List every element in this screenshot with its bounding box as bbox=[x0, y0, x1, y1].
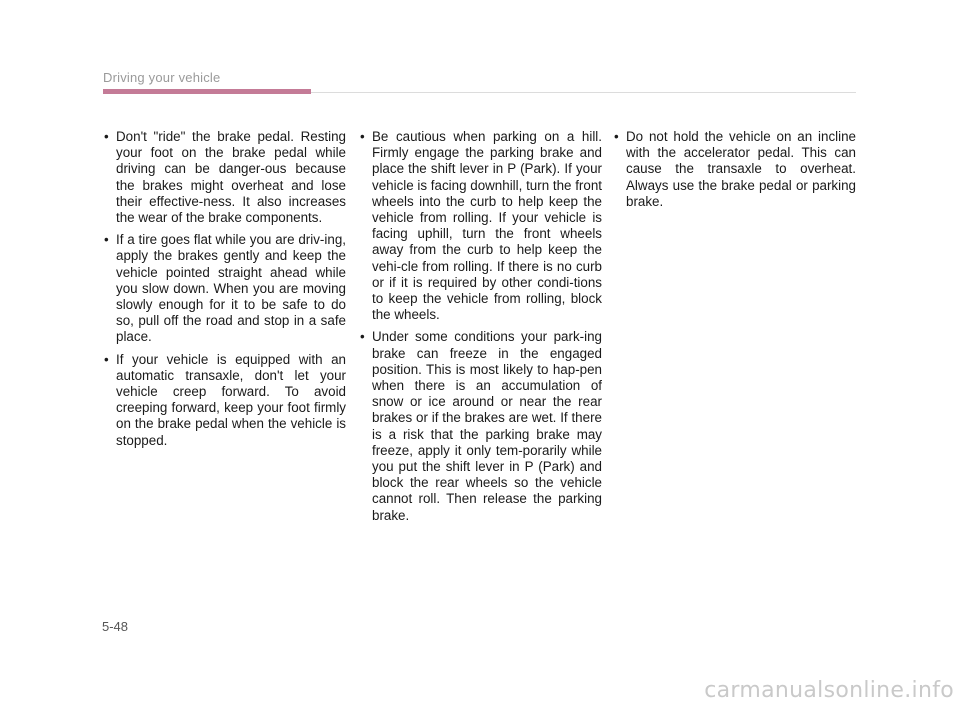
watermark-link[interactable]: carmanualsonline.info bbox=[704, 678, 954, 703]
bullet-list bbox=[102, 129, 346, 449]
list-item: • Do not hold the vehicle on an incline with the accelerator pedal. This can cause the transaxle to overheat. Always use the brake pedal or parking brake. bbox=[612, 129, 856, 210]
text-column-2 bbox=[358, 129, 602, 530]
header-accent-bar bbox=[103, 89, 311, 94]
text-column-1 bbox=[102, 129, 346, 455]
header-rule bbox=[311, 92, 856, 93]
bullet-list bbox=[612, 129, 856, 210]
list-item: • If your vehicle is equipped with an automatic transaxle, don't let your vehicle creep forward. To avoid creeping forward, keep your foot firmly on the brake pedal when the vehicle is stopped. bbox=[102, 352, 346, 449]
section-title: Driving your vehicle bbox=[103, 70, 221, 85]
bullet-list bbox=[358, 129, 602, 524]
list-item: • Under some conditions your park-ing brake can freeze in the engaged position. This is most likely to hap-pen when there is an accumulation of snow or ice around or near the rear brakes or if the brakes are wet. If there is a risk that the parking brake may freeze, apply it only tem-porarily while you put the shift lever in P (Park) and block the rear wheels so the vehicle cannot roll. Then release the parking brake. bbox=[358, 329, 602, 523]
list-item: • Be cautious when parking on a hill. Firmly engage the parking brake and place the shift lever in P (Park). If your vehicle is facing downhill, turn the front wheels into the curb to help keep the vehicle from rolling. If your vehicle is facing uphill, turn the front wheels away from the curb to help keep the vehi-cle from rolling. If there is no curb or if it is required by other condi-tions to keep the vehicle from rolling, block the wheels. bbox=[358, 129, 602, 323]
page-number: 5-48 bbox=[102, 619, 129, 634]
list-item: • If a tire goes flat while you are driv-ing, apply the brakes gently and keep the vehicle pointed straight ahead while you slow down. When you are moving slowly enough for it to be safe to do so, pull off the road and stop in a safe place. bbox=[102, 232, 346, 345]
list-item: • Don't "ride" the brake pedal. Resting your foot on the brake pedal while driving can be danger-ous because the brakes might overheat and lose their effective-ness. It also increases the wear of the brake components. bbox=[102, 129, 346, 226]
text-column-3 bbox=[612, 129, 856, 216]
